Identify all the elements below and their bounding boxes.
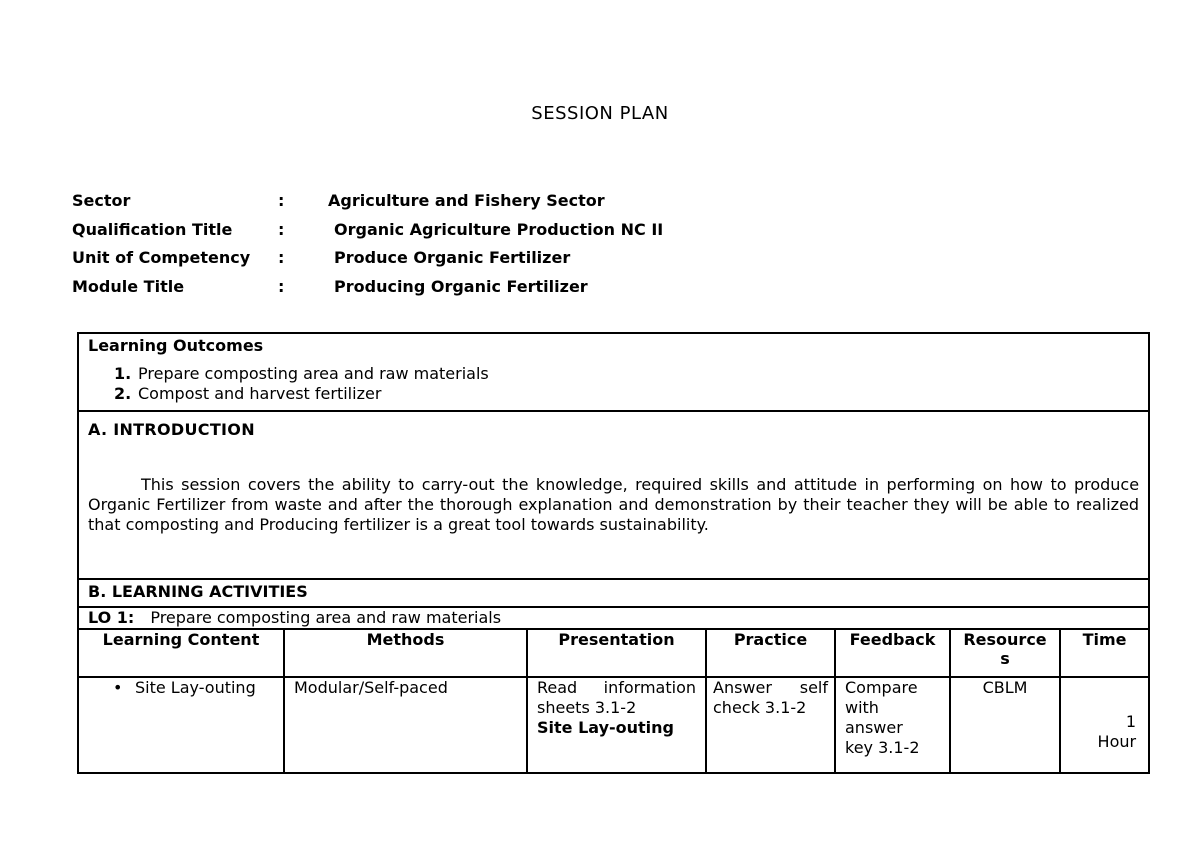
info-colon: : [278, 191, 285, 210]
page-title: SESSION PLAN [531, 103, 669, 124]
column-header: Time [1060, 629, 1149, 677]
cell-text: Site Lay-outing [537, 718, 675, 737]
list-text: Compost and harvest fertilizer [138, 384, 382, 403]
column-header: Learning Content [78, 629, 284, 677]
introduction-heading: A. INTRODUCTION [88, 420, 255, 439]
cell-practice [706, 677, 835, 773]
info-label: Sector [72, 191, 131, 210]
column-header: Feedback [835, 629, 950, 677]
session-plan-table [77, 332, 1150, 774]
column-header: Practice [706, 629, 835, 677]
list-text: Prepare composting area and raw materials [138, 364, 489, 383]
info-block [72, 190, 772, 305]
cell-text: 1 [1125, 712, 1137, 731]
introduction-body: This session covers the ability to carry-out the knowledge, required skills and attitude in performing on how to produce Organic Fertilizer from waste and after the thorough explanation and demonstration by their teacher they will be able to realized that composting and Producing fertilizer is a great tool towards sustainability. [88, 475, 1140, 534]
cell-feedback: Compare with answer key 3.1-2 [835, 677, 950, 773]
cell-methods: Modular/Self-paced [284, 677, 527, 773]
cell-presentation [527, 677, 706, 773]
info-label: Qualification Title [72, 219, 233, 239]
learning-outcomes-heading: Learning Outcomes [88, 336, 264, 355]
lo1-label: LO 1: [88, 608, 135, 627]
info-row-qualification [72, 219, 772, 248]
info-colon: : [278, 277, 285, 297]
info-colon: : [278, 219, 285, 239]
info-row-sector [72, 190, 772, 219]
info-label: Unit of Competency [72, 248, 251, 268]
info-value: Producing Organic Fertilizer [334, 277, 588, 297]
cell-text: Read information [537, 678, 696, 697]
learning-outcomes-list [88, 364, 1139, 404]
info-row-module [72, 276, 772, 305]
info-row-unit [72, 247, 772, 276]
table-header-row [78, 629, 1149, 677]
cell-time [1060, 677, 1149, 773]
table-row [78, 677, 1149, 773]
cell-text: Site Lay-outing [135, 678, 256, 697]
cell-text: Hour [1097, 732, 1137, 751]
learning-outcomes-section [78, 333, 1149, 411]
info-label: Module Title [72, 277, 185, 297]
info-colon: : [278, 248, 285, 268]
list-item [88, 364, 1139, 384]
column-header: Methods [284, 629, 527, 677]
cell-text: sheets 3.1-2 [537, 698, 637, 717]
column-header: Presentation [527, 629, 706, 677]
info-value: Organic Agriculture Production NC II [334, 219, 664, 239]
cell-resources: CBLM [950, 677, 1060, 773]
cell-learning-content [78, 677, 284, 773]
lo1-text: Prepare composting area and raw materials [150, 608, 502, 627]
lo1-row [78, 607, 1149, 629]
column-header: Resources [950, 629, 1060, 677]
info-value: Agriculture and Fishery Sector [328, 191, 605, 210]
cell-text: Answer self [713, 678, 828, 697]
introduction-section [78, 411, 1149, 579]
learning-activities-heading: B. LEARNING ACTIVITIES [78, 579, 1149, 607]
cell-text: check 3.1-2 [713, 698, 807, 717]
info-value: Produce Organic Fertilizer [334, 248, 571, 268]
list-item [88, 384, 1139, 404]
list-number: 1. [114, 364, 132, 383]
list-number: 2. [114, 384, 132, 403]
